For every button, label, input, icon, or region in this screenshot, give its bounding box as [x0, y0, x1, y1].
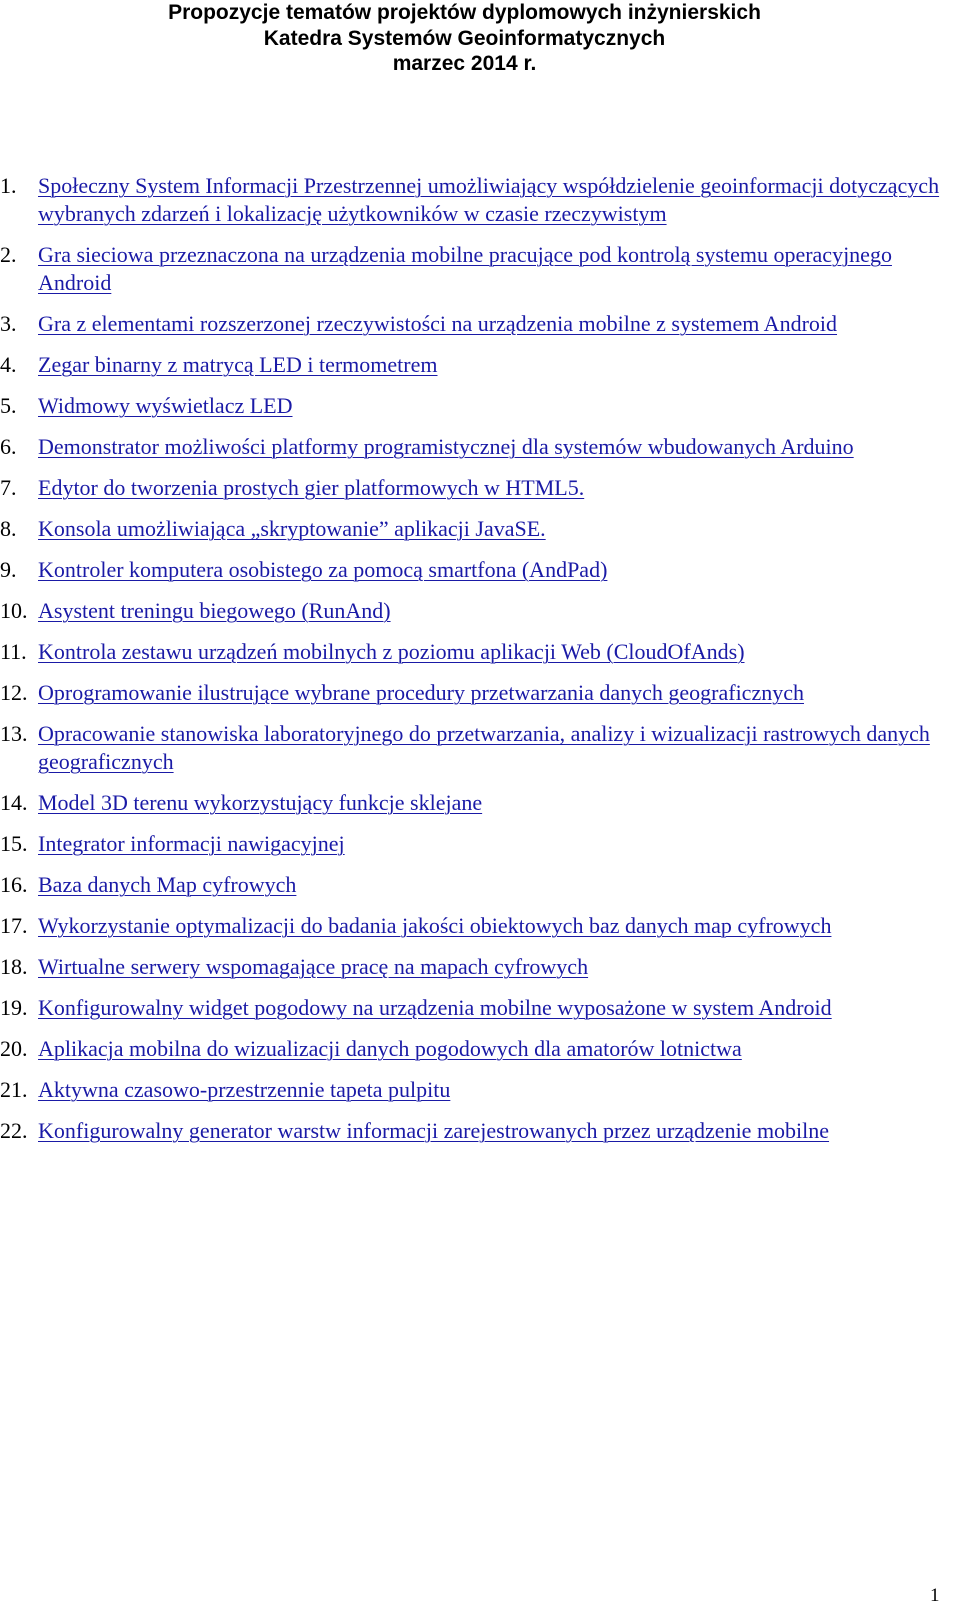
topic-link[interactable]: Edytor do tworzenia prostych gier platformowych w HTML5. — [38, 475, 585, 500]
topic-number: 17. — [0, 913, 28, 938]
topic-number: 16. — [0, 872, 28, 897]
topic-number: 3. — [0, 311, 17, 336]
topic-number: 6. — [0, 434, 17, 459]
topic-item-6 — [0, 433, 950, 461]
topic-item-4 — [0, 351, 950, 379]
topic-item-1 — [0, 172, 950, 228]
department-name: Katedra Systemów Geoinformatycznych — [263, 26, 666, 50]
topic-number: 9. — [0, 557, 17, 582]
topic-link[interactable]: Demonstrator możliwości platformy programistycznej dla systemów wbudowanych Arduino — [38, 434, 854, 459]
topic-item-2 — [0, 241, 950, 297]
topic-link[interactable]: Baza danych Map cyfrowych — [38, 872, 297, 897]
document-date: marzec 2014 r. — [392, 52, 537, 75]
topic-number: 10. — [0, 598, 28, 623]
topic-link[interactable]: Wirtualne serwery wspomagające pracę na mapach cyfrowych — [38, 954, 589, 979]
topic-item-22 — [0, 1117, 950, 1145]
topic-link[interactable]: Zegar binarny z matrycą LED i termometrem — [38, 352, 438, 377]
topic-link[interactable]: Gra z elementami rozszerzonej rzeczywistości na urządzenia mobilne z systemem Android — [38, 311, 838, 336]
topic-number: 19. — [0, 995, 28, 1020]
topic-number: 2. — [0, 242, 17, 267]
topic-item-5 — [0, 392, 950, 420]
topic-link[interactable]: Aplikacja mobilna do wizualizacji danych pogodowych dla amatorów lotnictwa — [38, 1036, 742, 1061]
topic-item-12 — [0, 679, 950, 707]
topic-item-8 — [0, 515, 950, 543]
topic-number: 5. — [0, 393, 17, 418]
document-header — [0, 0, 929, 77]
topic-link[interactable]: Gra sieciowa przeznaczona na urządzenia mobilne pracujące pod kontrolą systemu operacyjnego Android — [38, 242, 892, 295]
topic-item-21 — [0, 1076, 950, 1104]
topic-number: 8. — [0, 516, 17, 541]
topic-item-15 — [0, 830, 950, 858]
topic-link[interactable]: Konsola umożliwiająca „skryptowanie” aplikacji JavaSE. — [38, 516, 546, 541]
topic-number: 15. — [0, 831, 28, 856]
topic-link[interactable]: Konfigurowalny widget pogodowy na urządzenia mobilne wyposażone w system Android — [38, 995, 832, 1020]
topic-item-3 — [0, 310, 950, 338]
document-title: Propozycje tematów projektów dyplomowych inżynierskich — [168, 1, 761, 24]
topic-link[interactable]: Asystent treningu biegowego (RunAnd) — [38, 598, 391, 623]
topic-item-20 — [0, 1035, 950, 1063]
topic-item-7 — [0, 474, 950, 502]
topic-number: 21. — [0, 1077, 28, 1102]
topic-link[interactable]: Kontrola zestawu urządzeń mobilnych z poziomu aplikacji Web (CloudOfAnds) — [38, 639, 745, 664]
topic-link[interactable]: Opracowanie stanowiska laboratoryjnego do przetwarzania, analizy i wizualizacji rastrowych danych geograficznych — [38, 721, 930, 774]
topic-number: 13. — [0, 721, 28, 746]
topic-item-10 — [0, 597, 950, 625]
topic-link[interactable]: Wykorzystanie optymalizacji do badania jakości obiektowych baz danych map cyfrowych — [38, 913, 832, 938]
topic-link[interactable]: Widmowy wyświetlacz LED — [38, 393, 293, 418]
topic-number: 4. — [0, 352, 17, 377]
topic-link[interactable]: Społeczny System Informacji Przestrzennej umożliwiający współdzielenie geoinformacji dotyczących wybranych zdarzeń i lokalizację użytkowników w czasie rzeczywistym — [38, 173, 940, 226]
topic-item-19 — [0, 994, 950, 1022]
topic-item-11 — [0, 638, 950, 666]
topic-link[interactable]: Oprogramowanie ilustrujące wybrane procedury przetwarzania danych geograficznych — [38, 680, 804, 705]
topic-number: 18. — [0, 954, 28, 979]
topic-item-9 — [0, 556, 950, 584]
topic-number: 12. — [0, 680, 28, 705]
topic-link[interactable]: Model 3D terenu wykorzystujący funkcje sklejane — [38, 790, 483, 815]
topic-item-17 — [0, 912, 950, 940]
topic-item-16 — [0, 871, 950, 899]
topic-item-14 — [0, 789, 950, 817]
topic-list — [0, 172, 950, 1158]
topic-number: 11. — [0, 639, 27, 664]
topic-link[interactable]: Integrator informacji nawigacyjnej — [38, 831, 345, 856]
topic-number: 20. — [0, 1036, 28, 1061]
page-number: 1 — [930, 1585, 940, 1606]
topic-link[interactable]: Konfigurowalny generator warstw informacji zarejestrowanych przez urządzenie mobilne — [38, 1118, 830, 1143]
topic-link[interactable]: Kontroler komputera osobistego za pomocą smartfona (AndPad) — [38, 557, 608, 582]
topic-link[interactable]: Aktywna czasowo-przestrzennie tapeta pulpitu — [38, 1077, 451, 1102]
topic-number: 14. — [0, 790, 28, 815]
topic-number: 22. — [0, 1118, 28, 1143]
topic-item-18 — [0, 953, 950, 981]
topic-number: 1. — [0, 173, 17, 198]
topic-item-13 — [0, 720, 950, 776]
topic-number: 7. — [0, 475, 17, 500]
